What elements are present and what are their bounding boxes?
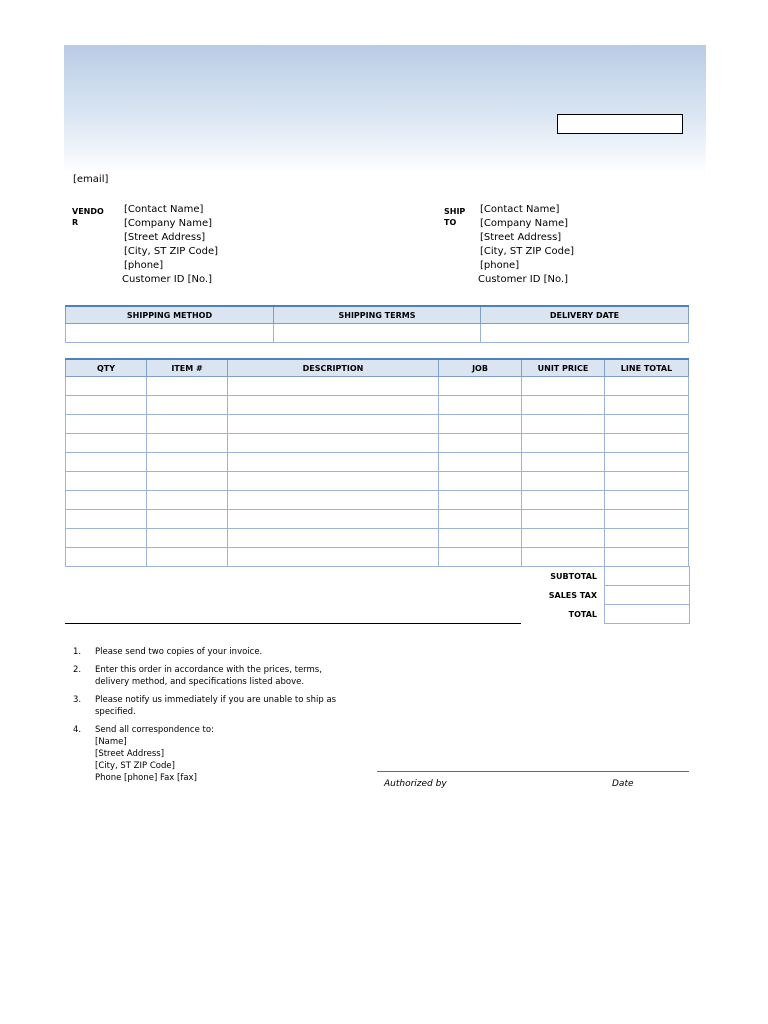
note-number: 3. [73, 695, 82, 705]
job-cell[interactable] [439, 396, 522, 415]
job-cell[interactable] [439, 491, 522, 510]
line-total-cell[interactable] [605, 415, 689, 434]
item-number-cell[interactable] [147, 377, 228, 396]
unit-price-header: UNIT PRICE [522, 359, 605, 377]
item-number-header: ITEM # [147, 359, 228, 377]
ship-to-address [480, 203, 574, 287]
job-cell[interactable] [439, 415, 522, 434]
delivery-date-header: DELIVERY DATE [481, 306, 689, 324]
ship-to-city-zip: [City, ST ZIP Code] [480, 246, 575, 257]
item-number-cell[interactable] [147, 548, 228, 567]
line-total-cell[interactable] [605, 548, 689, 567]
ship-to-contact-name: [Contact Name] [480, 204, 560, 215]
ship-to-street-address: [Street Address] [480, 232, 562, 243]
description-cell[interactable] [228, 510, 439, 529]
line-total-cell[interactable] [605, 377, 689, 396]
table-row [66, 396, 689, 415]
unit-price-cell[interactable] [522, 510, 605, 529]
qty-cell[interactable] [66, 510, 147, 529]
vendor-customer-id: Customer ID [No.] [122, 274, 212, 285]
unit-price-cell[interactable] [522, 472, 605, 491]
items-body [66, 377, 689, 567]
note-number: 2. [73, 665, 82, 675]
line-total-cell[interactable] [605, 396, 689, 415]
description-cell[interactable] [228, 529, 439, 548]
vendor-street-address: [Street Address] [124, 232, 206, 243]
table-row [66, 548, 689, 567]
description-cell[interactable] [228, 472, 439, 491]
qty-header: QTY [66, 359, 147, 377]
table-row [66, 453, 689, 472]
vendor-phone: [phone] [124, 260, 164, 271]
ship-to-phone: [phone] [480, 260, 520, 271]
note-line: delivery method, and specifications listed above. [95, 677, 305, 687]
job-cell[interactable] [439, 510, 522, 529]
total-label: TOTAL [568, 610, 597, 619]
shipping-terms-cell[interactable] [274, 324, 481, 343]
job-cell[interactable] [439, 453, 522, 472]
job-cell[interactable] [439, 377, 522, 396]
authorized-by-label: Authorized by [384, 779, 447, 789]
note-item [73, 646, 373, 658]
vendor-city-zip: [City, ST ZIP Code] [124, 246, 219, 257]
item-number-cell[interactable] [147, 510, 228, 529]
note-line: [City, ST ZIP Code] [95, 761, 175, 771]
unit-price-cell[interactable] [522, 548, 605, 567]
qty-cell[interactable] [66, 434, 147, 453]
unit-price-cell[interactable] [522, 396, 605, 415]
note-line: Send all correspondence to: [95, 725, 214, 735]
job-cell[interactable] [439, 472, 522, 491]
line-total-cell[interactable] [605, 434, 689, 453]
qty-cell[interactable] [66, 396, 147, 415]
description-cell[interactable] [228, 377, 439, 396]
item-number-cell[interactable] [147, 472, 228, 491]
notes-list [73, 646, 373, 790]
item-number-cell[interactable] [147, 453, 228, 472]
note-item [73, 694, 373, 718]
vendor-label: VENDOR [72, 207, 104, 227]
shipping-terms-header: SHIPPING TERMS [274, 306, 481, 324]
job-cell[interactable] [439, 529, 522, 548]
ship-to-label: SHIP TO [444, 207, 466, 227]
table-row [66, 377, 689, 396]
unit-price-cell[interactable] [522, 415, 605, 434]
note-number: 1. [73, 647, 82, 657]
line-total-cell[interactable] [605, 453, 689, 472]
sales-tax-label: SALES TAX [548, 591, 597, 600]
items-table [65, 358, 689, 567]
job-cell[interactable] [439, 548, 522, 567]
qty-cell[interactable] [66, 453, 147, 472]
vendor-company-name: [Company Name] [124, 218, 213, 229]
ship-to-customer-id: Customer ID [No.] [478, 274, 568, 285]
date-label: Date [612, 779, 634, 789]
unit-price-cell[interactable] [522, 491, 605, 510]
description-cell[interactable] [228, 415, 439, 434]
item-number-cell[interactable] [147, 415, 228, 434]
qty-cell[interactable] [66, 491, 147, 510]
table-row [66, 491, 689, 510]
job-header: JOB [439, 359, 522, 377]
table-row [66, 472, 689, 491]
subtotal-label: SUBTOTAL [550, 572, 597, 581]
delivery-date-cell[interactable] [481, 324, 689, 343]
qty-cell[interactable] [66, 415, 147, 434]
description-cell[interactable] [228, 548, 439, 567]
table-row [66, 529, 689, 548]
unit-price-cell[interactable] [522, 529, 605, 548]
line-total-header: LINE TOTAL [605, 359, 689, 377]
po-number-field[interactable] [557, 114, 683, 134]
description-header: DESCRIPTION [228, 359, 439, 377]
qty-cell[interactable] [66, 529, 147, 548]
line-total-cell[interactable] [605, 510, 689, 529]
totals-divider [65, 623, 521, 624]
header-band [64, 45, 706, 175]
table-row [66, 510, 689, 529]
note-line: Please send two copies of your invoice. [95, 647, 263, 657]
note-line: [Name] [95, 737, 127, 747]
item-number-cell[interactable] [147, 529, 228, 548]
description-cell[interactable] [228, 434, 439, 453]
description-cell[interactable] [228, 453, 439, 472]
note-item [73, 724, 373, 784]
unit-price-cell[interactable] [522, 453, 605, 472]
signature-line [377, 771, 689, 772]
note-line: [Street Address] [95, 749, 165, 759]
qty-cell[interactable] [66, 472, 147, 491]
note-line: Please notify us immediately if you are unable to ship as [95, 695, 337, 705]
ship-to-company-name: [Company Name] [480, 218, 569, 229]
qty-cell[interactable] [66, 548, 147, 567]
total-field[interactable] [604, 604, 690, 624]
job-cell[interactable] [439, 434, 522, 453]
shipping-method-cell[interactable] [66, 324, 274, 343]
qty-cell[interactable] [66, 377, 147, 396]
item-number-cell[interactable] [147, 491, 228, 510]
line-total-cell[interactable] [605, 529, 689, 548]
table-row [66, 434, 689, 453]
note-line: specified. [95, 707, 136, 717]
unit-price-cell[interactable] [522, 434, 605, 453]
item-number-cell[interactable] [147, 434, 228, 453]
line-total-cell[interactable] [605, 472, 689, 491]
unit-price-cell[interactable] [522, 377, 605, 396]
shipping-method-header: SHIPPING METHOD [66, 306, 274, 324]
item-number-cell[interactable] [147, 396, 228, 415]
note-line: Enter this order in accordance with the prices, terms, [95, 665, 322, 675]
vendor-address [124, 203, 218, 287]
note-number: 4. [73, 725, 82, 735]
sales-tax-field[interactable] [604, 585, 690, 605]
email-text: [email] [73, 174, 109, 185]
line-total-cell[interactable] [605, 491, 689, 510]
table-row [66, 415, 689, 434]
subtotal-field[interactable] [604, 566, 690, 586]
note-line: Phone [phone] Fax [fax] [95, 773, 197, 783]
description-cell[interactable] [228, 491, 439, 510]
vendor-contact-name: [Contact Name] [124, 204, 204, 215]
description-cell[interactable] [228, 396, 439, 415]
shipping-table [65, 305, 689, 343]
note-item [73, 664, 373, 688]
